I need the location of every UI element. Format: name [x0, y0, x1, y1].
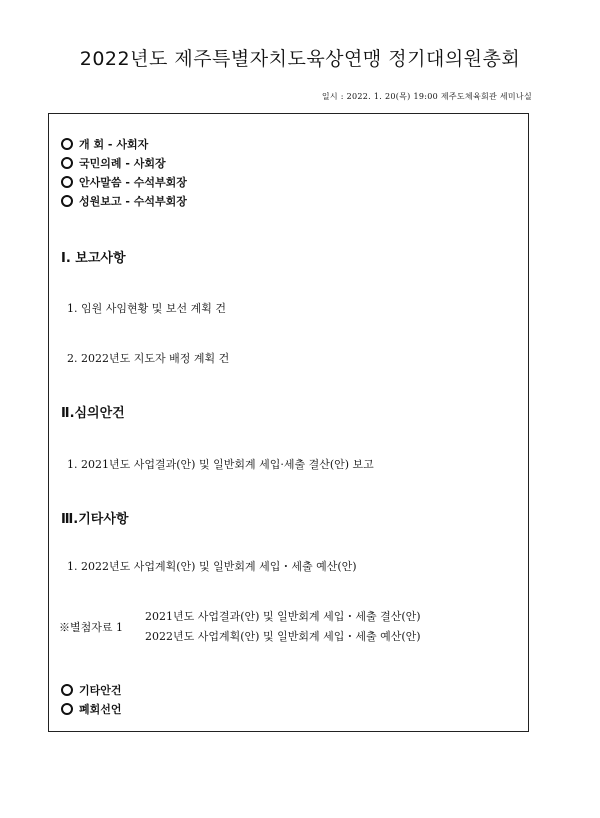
agenda-box [48, 113, 529, 732]
circle-bullet-icon [61, 157, 73, 169]
circle-bullet-icon [61, 703, 73, 715]
circle-bullet-icon [61, 684, 73, 696]
agenda-item: 1. 2021년도 사업결과(안) 및 일반회계 세입·세출 결산(안) 보고 [67, 458, 374, 471]
agenda-item: 2. 2022년도 지도자 배정 계획 건 [67, 352, 230, 365]
document-title: 2022년도 제주특별자치도육상연맹 정기대의원총회 [79, 48, 521, 70]
circle-bullet-icon [61, 138, 73, 150]
section-heading: Ⅲ.기타사항 [61, 512, 129, 527]
circle-bullet-icon [61, 195, 73, 207]
attachment-label: ※별첨자료 1 [59, 621, 123, 634]
closing-item: 폐회선언 [61, 701, 122, 717]
closing-item: 기타안건 [61, 682, 122, 698]
agenda-item: 1. 2022년도 사업계획(안) 및 일반회계 세입・세출 예산(안) [67, 560, 357, 573]
attachment-line: 2022년도 사업계획(안) 및 일반회계 세입・세출 예산(안) [145, 630, 421, 643]
section-heading: Ⅰ. 보고사항 [61, 251, 126, 266]
opening-item: 성원보고 - 수석부회장 [61, 193, 187, 209]
agenda-item: 1. 임원 사임현황 및 보선 계획 건 [67, 302, 226, 315]
opening-item: 개 회 - 사회자 [61, 136, 148, 152]
attachment-line: 2021년도 사업결과(안) 및 일반회계 세입・세출 결산(안) [145, 610, 421, 623]
circle-bullet-icon [61, 176, 73, 188]
opening-item: 국민의례 - 사회장 [61, 155, 166, 171]
meeting-date-line: 일시 : 2022. 1. 20(목) 19:00 제주도체육회관 세미나실 [321, 92, 532, 101]
opening-item: 안사말씀 - 수석부회장 [61, 174, 187, 190]
section-heading: Ⅱ.심의안건 [61, 406, 125, 421]
